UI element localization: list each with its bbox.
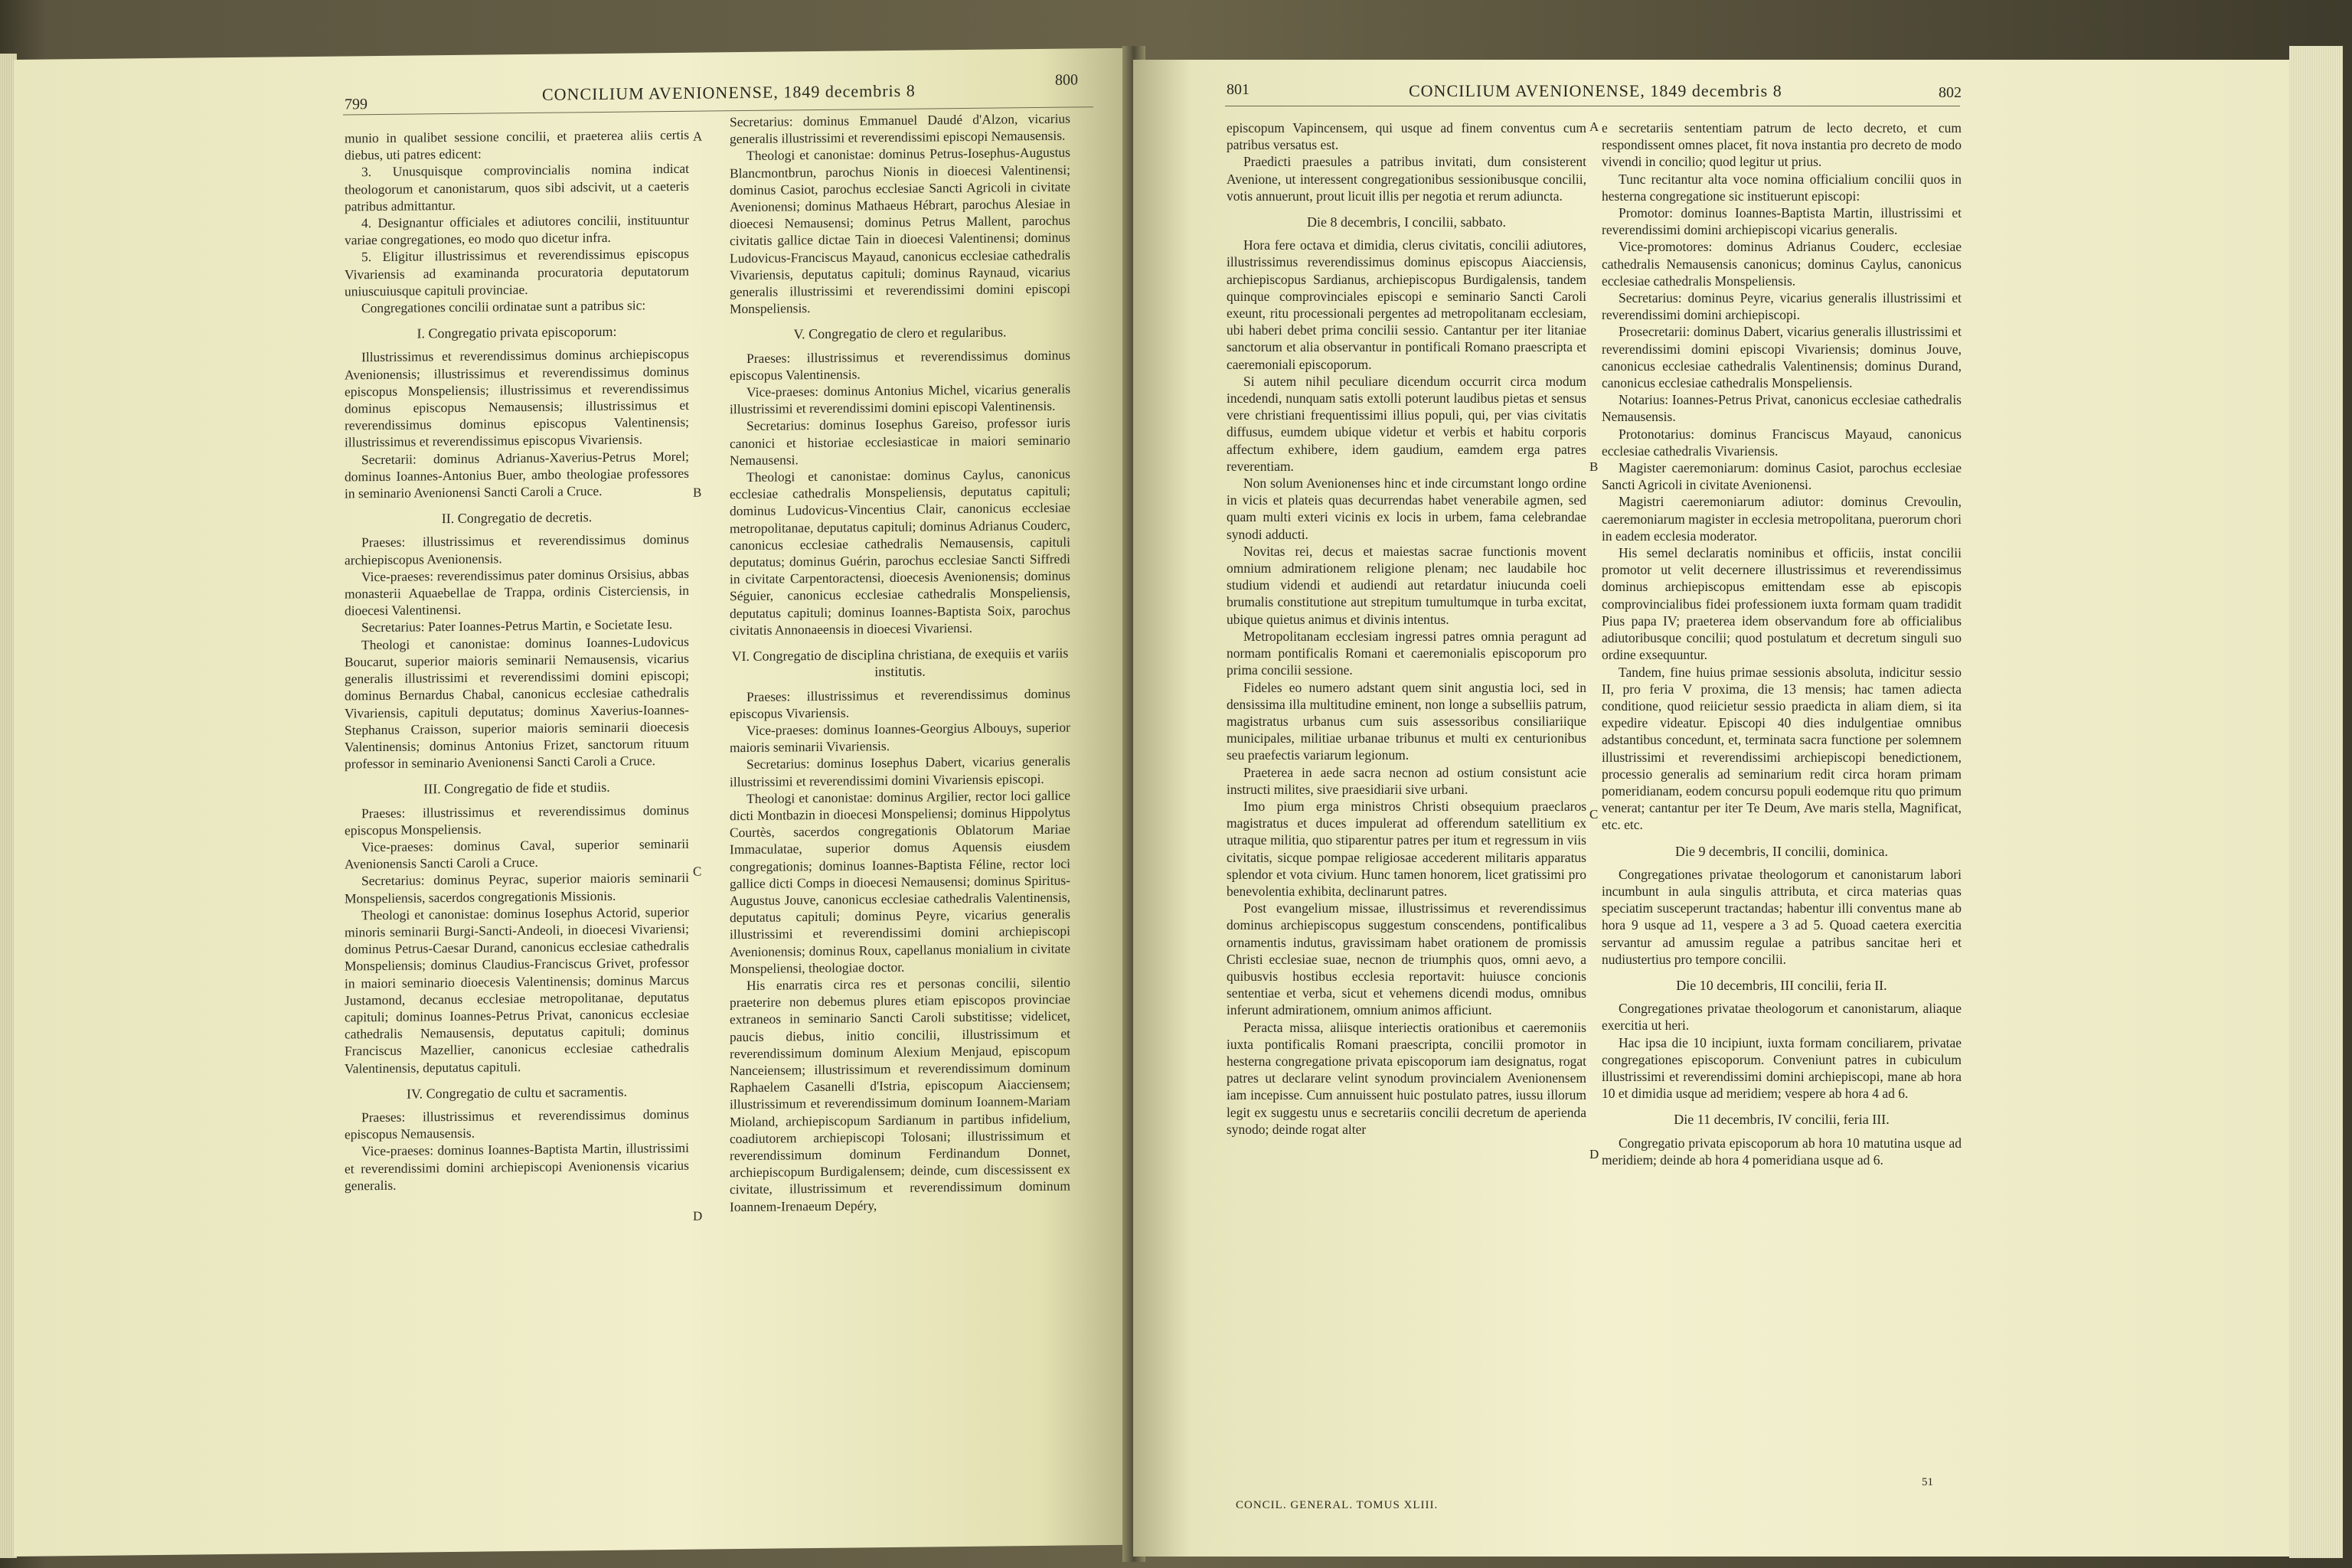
paragraph: Magistri caeremoniarum adiutor: dominus Crevoulin, caeremoniarum magister in ecclesia metropolitana, puerorum chori in eadem ecclesia moderator. bbox=[1602, 494, 1962, 544]
paragraph: Congregatio privata episcoporum ab hora 10 matutina usque ad meridiem; deinde ab hora 4 pomeridiana usque ad 6. bbox=[1602, 1135, 1962, 1168]
page-number-801: 801 bbox=[1227, 81, 1250, 98]
paragraph: Hac ipsa die 10 incipiunt, iuxta formam conciliarem, privatae congregationes episcoporum. Conveniunt patres in cubiculum illustrissimi et reverendissimi domini archiepiscopi, mane ab hora 10 et dimidia usque ad meridiem; vespere ab hora 4 ad 6. bbox=[1602, 1034, 1962, 1102]
right-page-edges bbox=[2289, 46, 2343, 1558]
paragraph: Non solum Avenionenses hinc et inde circumstant longo ordine in vicis et plateis quas decurrendas habet venerabile agmen, sed quam multi exteri vicinis ex locis in urbem, fama celebrandae synodi adducti. bbox=[1227, 475, 1586, 542]
paragraph: Secretarius: dominus Emmanuel Daudé d'Alzon, vicarius generalis illustrissimi et reverendissimi episcopi Nemausensis. bbox=[730, 110, 1070, 147]
right-page bbox=[1133, 60, 2289, 1557]
page-number-799: 799 bbox=[345, 96, 368, 113]
margin-letter-b: B bbox=[693, 485, 702, 500]
paragraph: Secretarius: dominus Peyrac, superior maioris seminarii Monspeliensis, sacerdos congregationis Missionis. bbox=[345, 870, 689, 906]
paragraph: Promotor: dominus Ioannes-Baptista Martin, illustrissimi et reverendissimi domini archiepiscopi vicarius generalis. bbox=[1602, 205, 1962, 238]
paragraph: Theologi et canonistae: dominus Petrus-Iosephus-Augustus Blancmontbrun, parochus Nionis in dioecesi Valentinensi; dominus Casiot, parochus ecclesiae Sancti Agricoli in civitate Avenionensi; dominus Mathaeus Hébrart, parochus Alesiae in dioecesi Nemausensi; dominus Petrus Mallent, parochus civitatis gallice dictae Tain in dioecesi Valentinensi; dominus Ludovicus-Franciscus Mayaud, canonicus ecclesiae cathedralis Vivariensis, deputatus capituli; dominus Raynaud, vicarius generalis illustrissimi et reverendissimi domini episcopi Monspeliensis. bbox=[730, 144, 1070, 317]
paragraph: Vice-praeses: dominus Antonius Michel, vicarius generalis illustrissimi et reverendissimi domini episcopi Valentinensis. bbox=[730, 381, 1070, 417]
paragraph: His semel declaratis nominibus et officiis, instat concilii promotor ut velit decernere illustrissimus et reverendissimus dominus archiepiscopus emittendam esse ab episcopis comprovincialibus fidei professionem iuxta formam quam tradidit Pius papa IV; praeterea idem observandum fore ab officialibus adiutoribusque concilii; quod postulatum et decretum singuli suo ordine exsequuntur. bbox=[1602, 545, 1962, 663]
paragraph: Vice-praeses: dominus Caval, superior seminarii Avenionensis Sancti Caroli a Cruce. bbox=[345, 835, 689, 872]
paragraph: Secretarius: Pater Ioannes-Petrus Martin, e Societate Iesu. bbox=[361, 616, 673, 635]
paragraph: Metropolitanam ecclesiam ingressi patres omnia peragunt ad normam pontificalis Romani et caeremonialis episcoporum pro prima concilii sessione. bbox=[1227, 628, 1586, 678]
paragraph: Imo pium erga ministros Christi obsequium praeclaros magistratus et duces impulerat ad offerendum satellitium ex utraque militia, quo stiparentur patres per itum et regressum in viis civitatis, sicque pompae religiosae accederent militaris apparatus splendor et vota civium. Hunc tamen honorem, licet gratissimi pro benevolentia exhibita, declinarunt patres. bbox=[1227, 798, 1586, 899]
paragraph: Congregationes privatae theologorum et canonistarum, aliaque exercitia ut heri. bbox=[1602, 1001, 1962, 1034]
section-heading: Die 8 decembris, I concilii, sabbato. bbox=[1307, 214, 1506, 230]
section-heading: Die 9 decembris, II concilii, dominica. bbox=[1675, 843, 1888, 859]
paragraph: Praedicti praesules a patribus invitati, dum consisterent Avenione, ut interessent congregationibus sessionibusque concilii, votis annuerunt, prout licuit illis per negotia et rerum adiuncta. bbox=[1227, 154, 1586, 204]
paragraph: Theologi et canonistae: dominus Iosephus Actorid, superior minoris seminarii Burgi-Sancti-Andeoli, in dioecesi Vivariensi; dominus Petrus-Caesar Durand, canonicus ecclesiae cathedralis Monspeliensis; dominus Claudius-Franciscus Grivet, professor in maiori seminario dioecesis Valentinensis; dominus Marcus Justamond, decanus ecclesiae metropolitanae, deputatus capituli; dominus Ioannes-Petrus Privat, canonicus ecclesiae cathedralis Nemausensis, deputatus capituli; dominus Franciscus Mazellier, canonicus ecclesiae cathedralis Valentinensis, deputatus capituli. bbox=[345, 903, 689, 1076]
running-header-left: CONCILIUM AVENIONENSE, 1849 decembris 8 bbox=[542, 80, 916, 104]
paragraph: 5. Eligitur illustrissimus et reverendissimus episcopus Vivariensis ad examinanda procuratoria deputatorum uniuscuiusque capituli provinciae. bbox=[345, 246, 689, 299]
paragraph: Praeterea in aede sacra necnon ad ostium consistunt acie instructi milites, sive praesidiarii sive urbani. bbox=[1227, 764, 1586, 797]
paragraph: Congregationes concilii ordinatae sunt a patribus sic: bbox=[361, 297, 646, 316]
right-page-column-1 bbox=[1227, 119, 1586, 1138]
section-heading: III. Congregatio de fide et studiis. bbox=[423, 779, 610, 797]
paragraph: His enarratis circa res et personas concilii, silentio praeterire non debemus plures etiam episcopos provinciae extraneos in seminario Sancti Caroli substitisse; videlicet, paucis diebus, initio concilii, illustrissimum et reverendissimum dominum Alexium Menjaud, episcopum Nanceiensem; illustrissimum et reverendissimum dominum Raphaelem Casanelli d'Istria, episcopum Aiacciensem; illustrissimum et reverendissimum dominum Ioannem-Mariam Mioland, archiepiscopum Sardianum in partibus infidelium, coadiutorem archiepiscopi Tolosani; illustrissimum et reverendissimum dominum Ferdinandum Donnet, archiepiscopum Burdigalensem; deinde, cum discessissent ex civitate, illustrissimum et reverendissimum dominum Ioannem-Irenaeum Depéry, bbox=[730, 974, 1070, 1214]
paragraph: Notarius: Ioannes-Petrus Privat, canonicus ecclesiae cathedralis Nemausensis. bbox=[1602, 392, 1962, 425]
paragraph: Vice-promotores: dominus Adrianus Couderc, ecclesiae cathedralis Nemausensis canonicus; dominus Caylus, canonicus ecclesiae cathedralis Monspeliensis. bbox=[1602, 239, 1962, 289]
section-heading: VI. Congregatio de disciplina christiana, de exequiis et variis institutis. bbox=[731, 645, 1069, 680]
margin-letter-a: A bbox=[693, 129, 703, 144]
paragraph: episcopum Vapincensem, qui usque ad finem conventus cum patribus versatus est. bbox=[1227, 120, 1586, 153]
running-header-right: CONCILIUM AVENIONENSE, 1849 decembris 8 bbox=[1409, 81, 1782, 100]
section-heading: V. Congregatio de clero et regularibus. bbox=[793, 324, 1007, 342]
paragraph: Prosecretarii: dominus Dabert, vicarius generalis illustrissimi et reverendissimi domini episcopi Vivariensis; dominus Jouve, canonicus ecclesiae cathedralis Valentinensis; dominus Durand, canonicus ecclesiae cathedralis Monspeliensis. bbox=[1602, 324, 1962, 391]
paragraph: Vice-praeses: dominus Ioannes-Georgius Albouys, superior maioris seminarii Vivariensis. bbox=[730, 719, 1070, 756]
paragraph: Theologi et canonistae: dominus Ioannes-Ludovicus Boucarut, superior maioris seminarii Nemausensis, vicarius generalis illustrissimi et reverendissimi domini episcopi; dominus Bernardus Chabal, canonicus ecclesiae cathedralis Vivariensis, capituli deputatus; dominus Xaverius-Ioannes-Stephanus Craisson, superior maioris seminarii dioecesis Valentinensis; dominus Antonius Frizet, sanctorum rituum professor in seminario Avenionensi Sancti Caroli a Cruce. bbox=[345, 633, 689, 772]
left-page bbox=[14, 48, 1129, 1557]
paragraph: munio in qualibet sessione concilii, et praeterea aliis certis diebus, uti patres edicent: bbox=[345, 126, 689, 163]
paragraph: Theologi et canonistae: dominus Argilier, rector loci gallice dicti Montbazin in dioecesi Monspeliensi; dominus Hippolytus Courtès, sacerdos congregationis Oblatorum Mariae Immaculatae, superior domus Aquensis eiusdem congregationis; dominus Ioannes-Baptista Féline, rector loci gallice dicti Comps in dioecesi Nemausensi; dominus Spiritus-Augustus Jouve, canonicus ecclesiae cathedralis Valentinensis, deputatus capituli; dominus Peyre, vicarius generalis illustrissimi et reverendissimi domini archiepiscopi Avenionensis; dominus Roux, capellanus monialium in civitate Monspeliensi, theologiae doctor. bbox=[730, 787, 1070, 976]
margin-letter-d: D bbox=[693, 1208, 703, 1223]
paragraph: Peracta missa, aliisque interiectis orationibus et caeremoniis iuxta pontificalis Romani praescripta, concilii promotor in hesterna congregatione privata episcoporum iam designatus, rogat patres ut declarare velint synodum provincialem Avenionensem iam incepisse. Cum annuissent huic postulato patres, iussu illorum legit ex suggestu unus e secretariis concilii decretum de aperienda synodo; deinde rogat alter bbox=[1227, 1019, 1586, 1137]
paragraph: Praeses: illustrissimus et reverendissimus dominus episcopus Monspeliensis. bbox=[345, 802, 689, 838]
paragraph: Novitas rei, decus et maiestas sacrae functionis movent omnium admirationem religione plenam; nec laudabile hoc studium videndi et audiendi aut retardatur iniucunda coeli brumalis constitutione aut strepitum tumultumque in turba excitat, ubique quietus animus et divinis intentus. bbox=[1227, 543, 1586, 627]
paragraph: Secretarius: dominus Iosephus Gareiso, professor iuris canonici et historiae ecclesiasticae in maiori seminario Nemausensi. bbox=[730, 415, 1070, 469]
section-heading: Die 10 decembris, III concilii, feria II. bbox=[1676, 977, 1887, 993]
paragraph: Vice-praeses: dominus Ioannes-Baptista Martin, illustrissimi et reverendissimi domini archiepiscopi Avenionensis vicarius generalis. bbox=[345, 1140, 689, 1194]
paragraph: Tandem, fine huius primae sessionis absoluta, indicitur sessio II, pro feria V proxima, die 13 mensis; hac tamen adiecta conditione, quod reiicietur sessio praedicta in aliam diem, si ita expedire videatur. Episcopi 40 dies indulgentiae omnibus adstantibus concedunt, et, terminata sacra functione per solemnem illustrissimi et reverendissimi archiepiscopi benedictionem, processio generalis ad seminarium redit circa horam primam pomeridianam, eodem concursu populi eodemque ritu quo primum venerat; cantantur per iter Te Deum, Ave maris stella, Magnificat, etc. etc. bbox=[1602, 664, 1962, 833]
paragraph: Fideles eo numero adstant quem sinit angustia loci, sed in densissima illa multitudine eminent, non longe a subselliis patrum, magistratus urbanus cum suis assessoribus consiliariique municipales, militiae urbanae tribunus et multi ex centurionibus seu praefectis variarum legionum. bbox=[1227, 679, 1586, 763]
paragraph: Magister caeremoniarum: dominus Casiot, parochus ecclesiae Sancti Agricoli in civitate Avenionensi. bbox=[1602, 460, 1962, 493]
paragraph: Hora fere octava et dimidia, clerus civitatis, concilii adiutores, illustrissimus reverendissimus dominus episcopus Aiacciensis, archiepiscopus Sardianus, archiepiscopus Burdigalensis, tandem quinque comprovinciales episcopi e seminario Sancti Caroli exeunt, ritu processionali pergentes ad metropolitanam ecclesiam, ubi haberi debet prima concilii sessio. Cantantur per iter litaniae sanctorum et alia observantur in pontificali Romano praescripta et caeremoniali episcoporum. bbox=[1227, 237, 1586, 372]
paragraph: Praeses: illustrissimus et reverendissimus dominus episcopus Valentinensis. bbox=[730, 347, 1070, 384]
section-heading: II. Congregatio de decretis. bbox=[441, 509, 593, 527]
paragraph: Protonotarius: dominus Franciscus Mayaud, canonicus ecclesiae cathedralis Vivariensis. bbox=[1602, 426, 1962, 459]
margin-letter-b-right: B bbox=[1589, 459, 1599, 474]
paragraph: Illustrissimus et reverendissimus dominus archiepiscopus Avenionensis; illustrissimus et reverendissimus dominus episcopus Monspeliensis; illustrissimus et reverendissimus dominus episcopus Nemausensis; illustrissimus et reverendissimus dominus episcopus Valentinensis; illustrissimus et reverendissimus episcopus Vivariensis. bbox=[345, 346, 689, 450]
paragraph: 4. Designantur officiales et adiutores concilii, instituuntur variae congregationes, eo modo quo dicetur infra. bbox=[345, 211, 689, 248]
margin-letter-a-right: A bbox=[1589, 119, 1599, 134]
paragraph: Vice-praeses: reverendissimus pater dominus Orsisius, abbas monasterii Aquaebellae de Trappa, ordinis Cisterciensis, in dioecesi Valentinensi. bbox=[345, 565, 689, 619]
paragraph: Praeses: illustrissimus et reverendissimus dominus episcopus Nemausensis. bbox=[345, 1106, 689, 1142]
left-page-column-1 bbox=[345, 126, 689, 1194]
paragraph: Secretarius: dominus Iosephus Dabert, vicarius generalis illustrissimi et reverendissimi domini Vivariensis episcopi. bbox=[730, 753, 1070, 789]
paragraph: Si autem nihil peculiare dicendum occurrit circa modum incedendi, nunquam satis extolli poterunt laudibus pietas et sensus vere christiani frequentissimi illius populi, qui, per vias civitatis diffusus, eumdem ubique videtur et verbis et habitu corporis affectum exhibere, idem gaudium, eamdem erga patres reverentiam. bbox=[1227, 373, 1586, 474]
margin-letter-c: C bbox=[693, 864, 702, 879]
paragraph: Post evangelium missae, illustrissimus et reverendissimus dominus archiepiscopus suggestum conscendens, pontificalibus ornamentis indutus, gravissimam habet orationem de promissis Christi ecclesiae suae, necnon de triumphis quos, omni aevo, a quibusvis hostibus ecclesia reportavit: huiusce concionis sententiae et verba, sicut et vehemens dicendi modus, omnibus inferunt admirationem, omnium animos afficiunt. bbox=[1227, 900, 1586, 1018]
page-number-802: 802 bbox=[1939, 84, 1962, 101]
paragraph: Praeses: illustrissimus et reverendissimus dominus archiepiscopus Avenionensis. bbox=[345, 531, 689, 568]
paragraph: 3. Unusquisque comprovincialis nomina indicat theologorum et canonistarum, quos sibi adscivit, ut a caeteris patribus admittantur. bbox=[345, 161, 689, 214]
signature-mark: 51 bbox=[1922, 1476, 1933, 1488]
section-heading: Die 11 decembris, IV concilii, feria III. bbox=[1674, 1112, 1890, 1128]
page-footer-volume: CONCIL. GENERAL. TOMUS XLIII. bbox=[1236, 1499, 1439, 1511]
paragraph: Theologi et canonistae: dominus Caylus, canonicus ecclesiae cathedralis Monspeliensis, deputatus capituli; dominus Ludovicus-Vincentius Clair, canonicus ecclesiae metropolitanae, deputatus capituli; dominus Adrianus Couderc, canonicus ecclesiae cathedralis Nemausensis, capituli deputatus; dominus Guérin, parochus ecclesiae Sancti Siffredi in civitate Carpentoractensi, dioecesis Avenionensis; dominus Séguier, canonicus ecclesiae cathedralis Monspeliensis, deputatus capituli; dominus Ioannes-Baptista Soix, parochus civitatis Annonaeensis in dioecesi Vivariensi. bbox=[730, 466, 1070, 639]
margin-letter-d-right: D bbox=[1589, 1147, 1599, 1161]
paragraph: Praeses: illustrissimus et reverendissimus dominus episcopus Vivariensis. bbox=[730, 685, 1070, 721]
paragraph: e secretariis sententiam patrum de lecto decreto, et cum respondissent omnes placet, fit nova instantia pro decreto de modo vivendi in concilio; quod legitur ut prius. bbox=[1602, 120, 1962, 170]
left-page-column-2 bbox=[730, 110, 1070, 1215]
paragraph: Secretarius: dominus Peyre, vicarius generalis illustrissimi et reverendissimi domini archiepiscopi. bbox=[1602, 290, 1962, 323]
right-page-column-2 bbox=[1602, 119, 1962, 1168]
paragraph: Secretarii: dominus Adrianus-Xaverius-Petrus Morel; dominus Ioannes-Antonius Buer, ambo theologiae professores in seminario Avenionensi Sancti Caroli a Cruce. bbox=[345, 448, 689, 501]
margin-letter-c-right: C bbox=[1589, 807, 1599, 822]
page-number-800: 800 bbox=[1055, 71, 1078, 89]
section-heading: IV. Congregatio de cultu et sacramentis. bbox=[406, 1083, 628, 1102]
paragraph: Tunc recitantur alta voce nomina officialium concilii quos in hesterna congregatione sic instituerunt episcopi: bbox=[1602, 171, 1962, 204]
paragraph: Congregationes privatae theologorum et canonistarum labori incumbunt in aula singulis attributa, et circa materias quas speciatim susceperunt tractandas; habentur illi conventus mane ab hora 9 usque ad 11, vespere a 3 ad 5. Quoad caetera exercitia servantur ad amussim regulae a patribus sancitae heri et nudiustertius pro tempore concilii. bbox=[1602, 866, 1962, 967]
section-heading: I. Congregatio privata episcoporum: bbox=[416, 323, 617, 341]
